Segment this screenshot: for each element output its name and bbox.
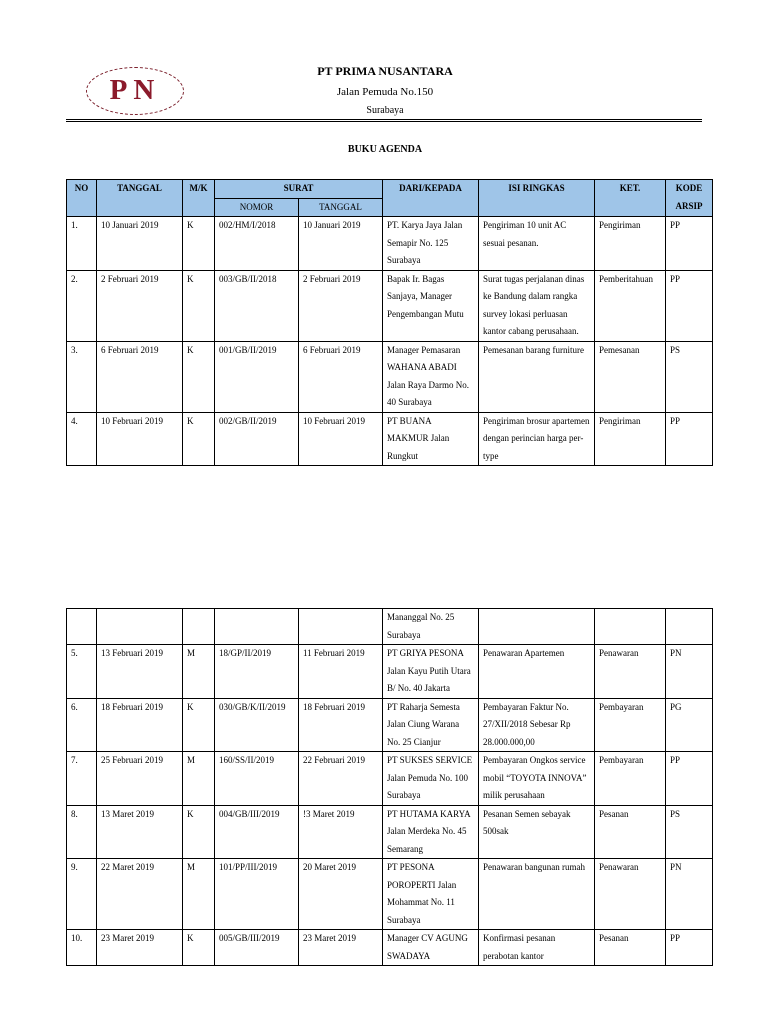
company-logo: [86, 67, 184, 115]
cell-kode-arsip: PP: [666, 217, 713, 271]
header-ket: KET.: [595, 180, 666, 217]
cell-surat-tanggal: 6 Februari 2019: [299, 341, 383, 412]
cell-nomor: 005/GB/III/2019: [215, 930, 299, 966]
cell-mk: K: [183, 805, 215, 859]
cell-nomor: 160/SS/II/2019: [215, 752, 299, 806]
agenda-rows-page-2: [67, 609, 713, 966]
cell-isi-ringkas: Pesanan Semen sebayak 500sak: [479, 805, 595, 859]
cell-dari-kepada: PT HUTAMA KARYA Jalan Merdeka No. 45 Semarang: [383, 805, 479, 859]
cell-nomor: [215, 609, 299, 645]
cell-kode-arsip: PN: [666, 645, 713, 699]
cell-no: 4.: [67, 412, 97, 466]
cell-nomor: 001/GB/II/2019: [215, 341, 299, 412]
cell-tanggal: 22 Maret 2019: [97, 859, 183, 930]
table-row: [67, 805, 713, 859]
cell-mk: K: [183, 412, 215, 466]
table-row: [67, 609, 713, 645]
header-dari-kepada: DARI/KEPADA: [383, 180, 479, 217]
header-mk: M/K: [183, 180, 215, 217]
cell-ket: Pemberitahuan: [595, 270, 666, 341]
cell-dari-kepada: Manager Pemasaran WAHANA ABADI Jalan Raya Darmo No. 40 Surabaya: [383, 341, 479, 412]
cell-mk: M: [183, 752, 215, 806]
cell-surat-tanggal: !3 Maret 2019: [299, 805, 383, 859]
cell-ket: Penawaran: [595, 645, 666, 699]
table-row: [67, 412, 713, 466]
cell-surat-tanggal: [299, 609, 383, 645]
cell-isi-ringkas: Penawaran Apartemen: [479, 645, 595, 699]
cell-tanggal: [97, 609, 183, 645]
table-row: [67, 217, 713, 271]
cell-surat-tanggal: 10 Januari 2019: [299, 217, 383, 271]
cell-no: 10.: [67, 930, 97, 966]
header-surat-tanggal: TANGGAL: [299, 198, 383, 217]
cell-nomor: 18/GP/II/2019: [215, 645, 299, 699]
cell-surat-tanggal: 11 Februari 2019: [299, 645, 383, 699]
header-surat: SURAT: [215, 180, 383, 199]
cell-kode-arsip: [666, 609, 713, 645]
cell-mk: K: [183, 930, 215, 966]
cell-no: 6.: [67, 698, 97, 752]
cell-tanggal: 2 Februari 2019: [97, 270, 183, 341]
cell-no: 8.: [67, 805, 97, 859]
cell-isi-ringkas: Surat tugas perjalanan dinas ke Bandung dalam rangka survey lokasi perluasan kantor cabang perusahaan.: [479, 270, 595, 341]
company-name: PT PRIMA NUSANTARA: [317, 64, 453, 78]
cell-isi-ringkas: Pengiriman brosur apartemen dengan perincian harga per-type: [479, 412, 595, 466]
cell-dari-kepada: Manager CV AGUNG SWADAYA: [383, 930, 479, 966]
cell-dari-kepada: PT GRIYA PESONA Jalan Kayu Putih Utara B/ No. 40 Jakarta: [383, 645, 479, 699]
cell-ket: Pemesanan: [595, 341, 666, 412]
cell-mk: M: [183, 859, 215, 930]
agenda-table-page-2: [66, 608, 713, 966]
cell-mk: [183, 609, 215, 645]
cell-kode-arsip: PP: [666, 412, 713, 466]
cell-dari-kepada: PT. Karya Jaya Jalan Semapir No. 125 Surabaya: [383, 217, 479, 271]
cell-surat-tanggal: 22 Februari 2019: [299, 752, 383, 806]
table-row: [67, 698, 713, 752]
table-row: [67, 930, 713, 966]
cell-isi-ringkas: Pembayaran Faktur No. 27/XII/2018 Sebesar Rp 28.000.000,00: [479, 698, 595, 752]
cell-no: [67, 609, 97, 645]
agenda-table-page-1: [66, 179, 713, 466]
cell-nomor: 004/GB/III/2019: [215, 805, 299, 859]
header-kode-arsip: KODE ARSIP: [666, 180, 713, 217]
cell-kode-arsip: PG: [666, 698, 713, 752]
cell-tanggal: 10 Januari 2019: [97, 217, 183, 271]
cell-surat-tanggal: 23 Maret 2019: [299, 930, 383, 966]
cell-isi-ringkas: [479, 609, 595, 645]
cell-nomor: 003/GB/II/2018: [215, 270, 299, 341]
cell-ket: Pengiriman: [595, 412, 666, 466]
company-street: Jalan Pemuda No.150: [336, 86, 434, 98]
cell-ket: Pengiriman: [595, 217, 666, 271]
header-divider-top: [66, 119, 702, 120]
company-city: Surabaya: [366, 105, 404, 116]
agenda-rows-page-1: [67, 217, 713, 466]
cell-isi-ringkas: Penawaran bangunan rumah: [479, 859, 595, 930]
cell-dari-kepada: PT BUANA MAKMUR Jalan Rungkut: [383, 412, 479, 466]
cell-mk: K: [183, 270, 215, 341]
header-divider-bottom: [66, 121, 702, 122]
cell-isi-ringkas: Pemesanan barang furniture: [479, 341, 595, 412]
cell-kode-arsip: PP: [666, 270, 713, 341]
cell-no: 2.: [67, 270, 97, 341]
cell-kode-arsip: PS: [666, 341, 713, 412]
cell-kode-arsip: PP: [666, 930, 713, 966]
cell-surat-tanggal: 20 Maret 2019: [299, 859, 383, 930]
cell-nomor: 002/HM/I/2018: [215, 217, 299, 271]
table-row: [67, 859, 713, 930]
cell-tanggal: 23 Maret 2019: [97, 930, 183, 966]
cell-isi-ringkas: Pengiriman 10 unit AC sesuai pesanan.: [479, 217, 595, 271]
cell-tanggal: 10 Februari 2019: [97, 412, 183, 466]
cell-kode-arsip: PS: [666, 805, 713, 859]
cell-nomor: 101/PP/III/2019: [215, 859, 299, 930]
cell-mk: K: [183, 341, 215, 412]
cell-ket: Pesanan: [595, 805, 666, 859]
cell-dari-kepada: Bapak Ir. Bagas Sanjaya, Manager Pengembangan Mutu: [383, 270, 479, 341]
cell-tanggal: 6 Februari 2019: [97, 341, 183, 412]
cell-ket: Pembayaran: [595, 698, 666, 752]
cell-ket: [595, 609, 666, 645]
cell-nomor: 002/GB/II/2019: [215, 412, 299, 466]
cell-dari-kepada: PT Raharja Semesta Jalan Ciung Warana No. 25 Cianjur: [383, 698, 479, 752]
cell-ket: Penawaran: [595, 859, 666, 930]
cell-dari-kepada: PT SUKSES SERVICE Jalan Pemuda No. 100 Surabaya: [383, 752, 479, 806]
cell-no: 7.: [67, 752, 97, 806]
cell-isi-ringkas: Konfirmasi pesanan perabotan kantor: [479, 930, 595, 966]
header-isi-ringkas: ISI RINGKAS: [479, 180, 595, 217]
document-title: BUKU AGENDA: [347, 144, 423, 155]
header-tanggal: TANGGAL: [97, 180, 183, 217]
cell-kode-arsip: PP: [666, 752, 713, 806]
cell-tanggal: 25 Februari 2019: [97, 752, 183, 806]
logo-text: PN: [109, 74, 161, 106]
cell-mk: K: [183, 217, 215, 271]
cell-no: 9.: [67, 859, 97, 930]
cell-mk: K: [183, 698, 215, 752]
cell-dari-kepada: PT PESONA POROPERTI Jalan Mohammat No. 11 Surabaya: [383, 859, 479, 930]
table-row: [67, 341, 713, 412]
cell-no: 3.: [67, 341, 97, 412]
cell-dari-kepada: Mananggal No. 25 Surabaya: [383, 609, 479, 645]
header-no: NO: [67, 180, 97, 217]
cell-tanggal: 13 Februari 2019: [97, 645, 183, 699]
cell-nomor: 030/GB/K/II/2019: [215, 698, 299, 752]
cell-surat-tanggal: 10 Februari 2019: [299, 412, 383, 466]
table-row: [67, 645, 713, 699]
cell-isi-ringkas: Pembayaran Ongkos service mobil “TOYOTA INNOVA” milik perusahaan: [479, 752, 595, 806]
cell-surat-tanggal: 18 Februari 2019: [299, 698, 383, 752]
cell-tanggal: 18 Februari 2019: [97, 698, 183, 752]
cell-surat-tanggal: 2 Februari 2019: [299, 270, 383, 341]
table-row: [67, 752, 713, 806]
cell-no: 1.: [67, 217, 97, 271]
cell-ket: Pesanan: [595, 930, 666, 966]
cell-mk: M: [183, 645, 215, 699]
table-row: [67, 270, 713, 341]
cell-ket: Pembayaran: [595, 752, 666, 806]
header-nomor: NOMOR: [215, 198, 299, 217]
cell-kode-arsip: PN: [666, 859, 713, 930]
cell-no: 5.: [67, 645, 97, 699]
cell-tanggal: 13 Maret 2019: [97, 805, 183, 859]
